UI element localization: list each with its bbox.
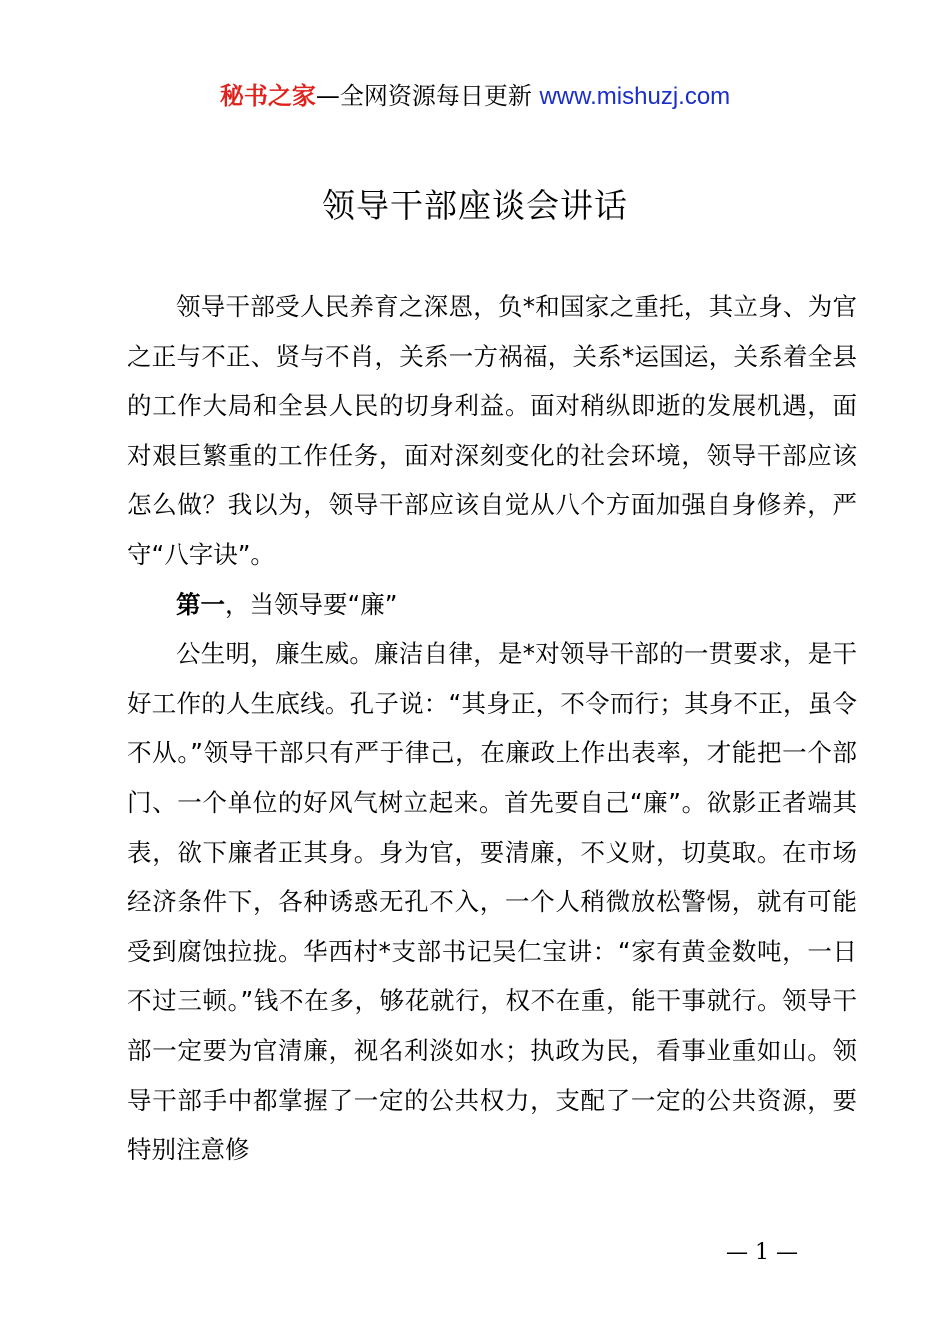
section-heading	[127, 580, 857, 630]
site-url-link[interactable]: www.mishuzj.com	[539, 83, 731, 110]
header-slogan: —全网资源每日更新	[315, 82, 532, 110]
body-paragraph: 公生明，廉生威。廉洁自律，是*对领导干部的一贯要求，是干好工作的人生底线。孔子说：“其身正，不令而行；其身不正，虽令不从。”领导干部只有严于律己，在廉政上作出表率，才能把一个部门、一个单位的好风气树立起来。首先要自己“廉”。欲影正者端其表，欲下廉者正其身。身为官，要清廉，不义财，切莫取。在市场经济条件下，各种诱惑无孔不入，一个人稍微放松警惕，就有可能受到腐蚀拉拢。华西村*支部书记吴仁宝讲：“家有黄金数吨，一日不过三顿。”钱不在多，够花就行，权不在重，能干事就行。领导干部一定要为官清廉，视名利淡如水；执政为民，看事业重如山。领导干部手中都掌握了一定的公共权力，支配了一定的公共资源，要特别注意修	[127, 639, 857, 1165]
section-heading-label: 第一	[176, 589, 225, 619]
document-title: 领导干部座谈会讲话	[322, 186, 628, 225]
intro-paragraph: 领导干部受人民养育之深恩，负*和国家之重托，其立身、为官之正与不正、贤与不肖，关系一方祸福，关系*运国运，关系着全县的工作大局和全县人民的切身利益。面对稍纵即逝的发展机遇，面对艰巨繁重的工作任务，面对深刻变化的社会环境，领导干部应该怎么做？我以为，领导干部应该自觉从八个方面加强自身修养，严守“八字诀”。	[127, 292, 857, 569]
brand-name: 秘书之家	[219, 82, 316, 110]
page-number: — 1 —	[726, 1240, 798, 1265]
section-heading-text: ，当领导要“廉”	[225, 589, 398, 619]
site-header	[0, 78, 950, 115]
document-body	[127, 282, 857, 1175]
